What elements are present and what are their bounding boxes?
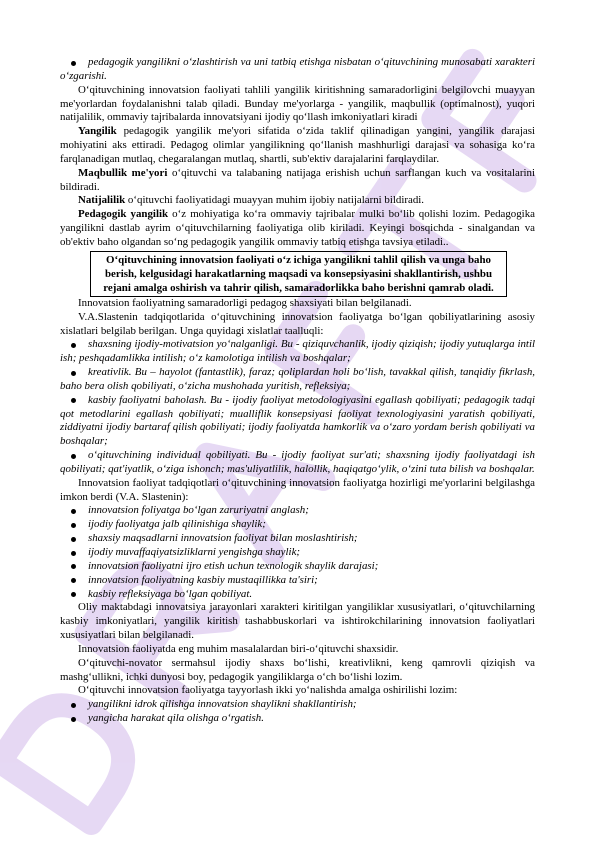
list-item bbox=[60, 338, 535, 366]
list-item-text: shaxsning ijodiy-motivatsion yo‘nalganligi. Bu - qiziquvchanlik, ijodiy qiziqish; ijodiy yutuqlarga intil ish; peshqadamlikka intilish; o‘z kamolotiga intilish va boshqalar; bbox=[60, 338, 535, 365]
list-item-text: ijodiy muvaffaqiyatsizliklarni yengishga shaylik; bbox=[88, 546, 301, 558]
list-item-text: shaxsiy maqsadlarni innovatsion faoliyat bilan moslashtirish; bbox=[88, 532, 358, 545]
paragraph: Innovatsion faoliyat tadqiqotlari o‘qituvchining innovatsion faoliyatga hozirligi me'yorlarini belgilashga imkon berdi (V.A. Slastenin): bbox=[60, 476, 535, 503]
list-item-text: innovatsion foliyatga bo‘lgan zaruriyatni anglash; bbox=[88, 504, 309, 517]
paragraph: O‘qituvchi innovatsion faoliyatga tayyorlash ikki yo‘nalishda amalga oshirilishi lozim: bbox=[78, 684, 458, 697]
bullet-icon bbox=[71, 551, 76, 556]
list-item-text: yangilikni idrok qilishga innovatsion shaylikni shakllantirish; bbox=[88, 698, 357, 711]
paragraph: O‘qituvchining innovatsion faoliyati tahlili yangilik kiritishning samaradorligini belgilovchi muayyan me'yorlardan foydalanishni talab qiladi. Bunday me'yorlarga - yangilik, maqbullik (optimalnost), yuqori natijalilik, ommaviy tajribalarda innovatsiyani ijodiy qo‘llash imkoniyatlari kiradi bbox=[60, 83, 535, 124]
criterion-paragraph bbox=[60, 167, 535, 195]
list-item bbox=[60, 712, 535, 726]
criterion-term: Yangilik bbox=[78, 125, 117, 138]
bullet-icon bbox=[71, 523, 76, 528]
bullet-icon bbox=[71, 592, 76, 597]
paragraph: Innovatsion faoliyatning samaradorligi pedagog shaxsiyati bilan belgilanadi. bbox=[78, 296, 412, 309]
paragraph: O‘qituvchi-novator sermahsul ijodiy shaxs bo‘lishi, kreativlikni, keng qamrovli qiziqish va mashg‘ullikni, ichki dunyosi boy, pedagogik yangiliklarga o‘ch bo‘lishi lozim. bbox=[60, 656, 535, 683]
paragraph: Innovatsion faoliyatda eng muhim masalalardan biri-o‘qituvchi shaxsidir. bbox=[78, 642, 399, 655]
bullet-icon bbox=[71, 343, 76, 348]
bullet-icon bbox=[71, 703, 76, 708]
list-item-text: innovatsion faoliyatni ijro etish uchun texnologik shaylik darajasi; bbox=[88, 559, 379, 572]
list-item-text: kasbiy refleksiyaga bo‘lgan qobiliyat. bbox=[88, 587, 253, 600]
list-item bbox=[60, 449, 535, 477]
list-item bbox=[60, 366, 535, 394]
criterion-paragraph bbox=[60, 125, 535, 167]
criterion-term: Maqbullik me'yori bbox=[78, 166, 168, 179]
criterion-paragraph bbox=[60, 208, 535, 250]
bullet-icon bbox=[71, 537, 76, 542]
criterion-paragraph bbox=[60, 194, 535, 208]
criterion-term: Natijalilik bbox=[78, 194, 126, 207]
list-item bbox=[60, 698, 535, 712]
list-item bbox=[60, 504, 535, 518]
bullet-icon bbox=[71, 371, 76, 376]
list-item bbox=[60, 532, 535, 546]
list-item bbox=[60, 560, 535, 574]
bullet-icon bbox=[71, 509, 76, 514]
bullet-icon bbox=[71, 398, 76, 403]
list-item-text: ijodiy faoliyatga jalb qilinishiga shaylik; bbox=[88, 518, 266, 531]
bullet-icon bbox=[71, 61, 76, 66]
highlight-box: O‘qituvchining innovatsion faoliyati o‘z ichiga yangilikni tahlil qilish va unga baho berish, kelgusidagi harakatlarning maqsadi va konsepsiyasini shakllantirish, ushbu rejani amalga oshirish va tahrir qilish, samaradorlikka baho berishni qamrab oladi. bbox=[90, 251, 507, 297]
criterion-text: o‘z mohiyatiga ko‘ra ommaviy tajribalar mulki bo‘lib qolishi lozim. Pedagogika yangilikni dastlab ayrim o‘qituvchilarning faoliyatiga olib kiriladi. Keyingi bosqichda - sinalgandan va ob'ektiv baho olgandan so‘ng pedagogik yangilik ommaviy tatbiq etishga tavsiya etiladi.. bbox=[60, 208, 535, 248]
list-item bbox=[60, 394, 535, 449]
list-item bbox=[60, 518, 535, 532]
list-item bbox=[60, 588, 535, 602]
list-item-text: kreativlik. Bu – hayolot (fantastlik), faraz; qoliplardan holi bo‘lish, tavakkal qilish, tanqidiy fikrlash, baho bera olish qobiliyati, o‘zicha mushohada yuritish, refleksiya; bbox=[60, 366, 535, 392]
paragraph: Oliy maktabdagi innovatsiya jarayonlari xarakteri kiritilgan yangiliklar xususiyatlari, o‘qituvchilarning kasbiy imkoniyatlari, yangilik kiritish tashabbuskorlari va ishtirokchilarining innovatsion faoliyatlari xususiyatlari bilan belgilanadi. bbox=[60, 601, 535, 642]
bullet-icon bbox=[71, 578, 76, 583]
paragraph: V.A.Slastenin tadqiqotlarida o‘qituvchining innovatsion faoliyatga bo‘lgan qobiliyatlarining asosiy xislatlari belgilab berilgan. Unga quyidagi xislatlar taalluqli: bbox=[60, 310, 535, 337]
list-item-text: kasbiy faoliyatni baholash. Bu - ijodiy faoliyat metodologiyasini egallash qobiliyati; pedagogik tadqi qot metodlarini egallash qobiliyati; mualliflik konsepsiyasi faoliyat texnologiyasini yaratish qobiliyati, ziddiyatni ijodiy bartaraf qilish qobiliyati; ijodiy faoliyatda hamkorlik va o‘zaro yordam berish qobiliyati va boshqalar; bbox=[60, 393, 535, 448]
bullet-icon bbox=[71, 454, 76, 459]
list-item-text: o‘qituvchining individual qobiliyati. Bu - ijodiy faoliyat sur'ati; shaxsning ijodiy faoliyatdagi ish qobiliyati; qat'iyatlik, o‘ziga ishonch; mas'uliyatlilik, halollik, haqiqatgo‘ylik, o‘zini tuta bilish va boshqalar. bbox=[60, 449, 535, 475]
criterion-text: o‘qituvchi faoliyatidagi muayyan muhim ijobiy natijalarni bildiradi. bbox=[125, 194, 425, 207]
bullet-icon bbox=[71, 564, 76, 569]
bullet-icon bbox=[71, 717, 76, 722]
list-item bbox=[60, 546, 535, 560]
list-item bbox=[60, 56, 535, 84]
criterion-term: Pedagogik yangilik bbox=[78, 208, 169, 221]
page-content bbox=[60, 56, 535, 726]
list-item-text: yangicha harakat qila olishga o‘rgatish. bbox=[88, 712, 264, 725]
list-item bbox=[60, 574, 535, 588]
criterion-text: pedagogik yangilik me'yori sifatida o‘zida taklif qilinadigan yangini, yangilik darajasi mohiyatini aks ettiradi. Pedagog olimlar yangilikning qo‘llanish mashhurligi darajasi va sohasiga ko‘ra farqlanadigan mutlaq, chegaralangan mutlaq, shartli, sub'ektiv darajalarini farqlaydilar. bbox=[60, 125, 535, 165]
list-item-text: innovatsion faoliyatning kasbiy mustaqillikka ta'siri; bbox=[88, 573, 318, 586]
criterion-text: o‘qituvchi va talabaning natijaga erishish uchun sarflangan kuch va vositalarini bildiradi. bbox=[60, 166, 535, 193]
list-item-text: pedagogik yangilikni o‘zlashtirish va uni tatbiq etishga nisbatan o‘qituvchining munosabati xarakteri o‘zgarishi. bbox=[60, 56, 535, 82]
